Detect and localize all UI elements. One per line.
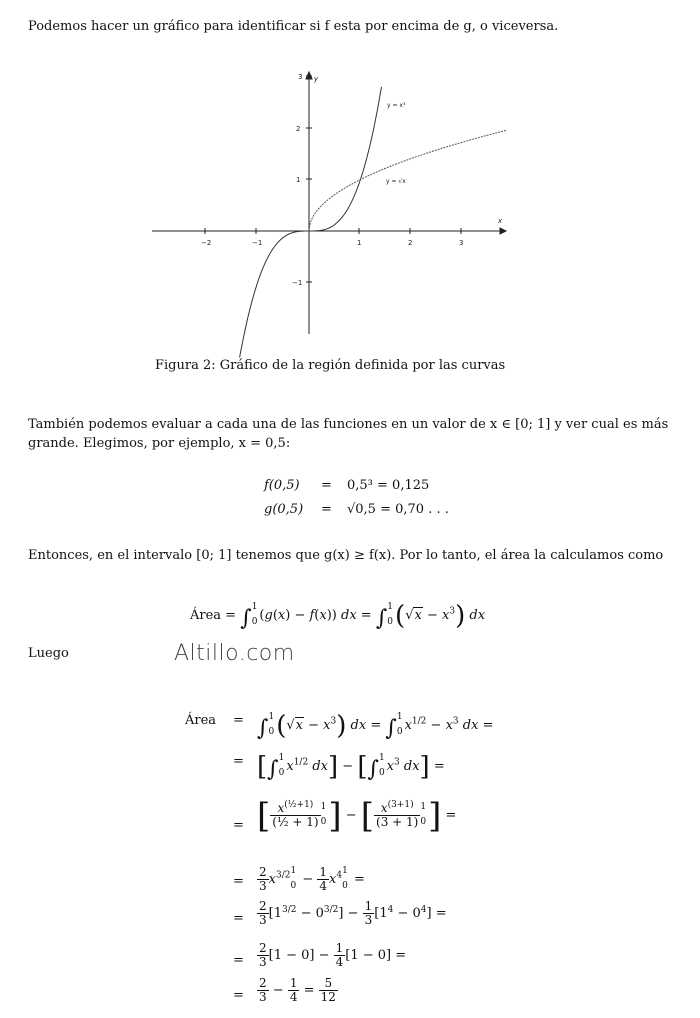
derivation-step: ∫ 1 0 $(√x - x^3)$ dx = ∫ 1 0 $x^{1/2} - x^3$ dx = [257, 710, 494, 741]
derivation-step: = [233, 754, 244, 769]
derivation-step: = [233, 911, 244, 926]
eval-f-rhs: 0,5³ = 0,125 [347, 478, 430, 493]
area-word: Área [190, 607, 222, 623]
paragraph-evaluate-line2: grande. Elegimos, por ejemplo, x = 0,5: [28, 436, 291, 451]
derivation-step: = [233, 988, 244, 1003]
intro-paragraph [28, 19, 558, 34]
sqrt-curve-label: y = √x [386, 178, 406, 185]
derivation-step: $\frac{2}{3}$ $[1^{3/2} - 0^{3/2}]$ − $\frac{1}{3}$ $[1^4 - 0^4]$ = [259, 899, 447, 928]
sqrt-curve [309, 130, 506, 231]
derivation-step: = [233, 953, 244, 968]
y-tick-label: 3 [298, 73, 303, 81]
derivation-step: = [233, 874, 244, 889]
x-tick-label: −1 [252, 239, 263, 247]
y-tick-label: −1 [292, 279, 303, 287]
derivation-step: [ $\frac{x^{(\frac{1}{2}+1)}}{\text{(½ + 1)}}$ 1 0 ] − [ $\frac{x^{(3+1)}}{(3 + 1)}$ 1 0 ] = [257, 795, 457, 836]
y-tick-label: 1 [296, 176, 301, 184]
x-axis-label: x [498, 217, 503, 225]
x-tick-label: −2 [201, 239, 212, 247]
derivation-final: $\frac{2}{3}$ − $\frac{1}{4}$ = $\frac{5}{12}$ [259, 976, 336, 1005]
figure-caption: Figura 2: Gráfico de la región definida por las curvas [155, 358, 506, 373]
watermark-logo: Altillo.com [174, 641, 295, 666]
area-integral-equation: Área = ∫ 1 0 (g(x) − f(x)) dx = ∫ 1 0 $(√x - x^3)$ dx [190, 600, 486, 631]
function-graph [0, 62, 700, 362]
derivation-step: = [233, 713, 244, 728]
eval-g-equals: = [321, 502, 332, 517]
eval-g-rhs: √0,5 = 0,70 . . . [347, 502, 449, 517]
y-tick-label: 2 [296, 125, 301, 133]
area-word: Área [185, 713, 217, 728]
paragraph-interval: Entonces, en el intervalo [0; 1] tenemos que g(x) ≥ f(x). Por lo tanto, el área la calculamos como [28, 548, 664, 563]
eval-f-lhs: f(0,5) [264, 478, 300, 493]
luego-text: Luego [28, 646, 69, 661]
derivation-step: $\frac{2}{3}$ $x^{3/2}$ 1 0 − $\frac{1}{4}$ $x^4$ 1 0 = [259, 864, 365, 893]
final-result: $\frac{5}{12}$ [320, 976, 336, 1005]
x-tick-label: 2 [408, 239, 413, 247]
eval-f-equals: = [321, 478, 332, 493]
derivation-line-1 [185, 713, 216, 728]
x-tick-label: 1 [357, 239, 362, 247]
cubic-curve-label: y = x³ [387, 102, 406, 109]
x-tick-label: 3 [459, 239, 464, 247]
cubic-curve [240, 87, 382, 358]
y-axis-label: y [314, 75, 319, 83]
intro-text: Podemos hacer un gráfico para identificar si f esta por encima de g, o viceversa. [28, 19, 559, 34]
derivation-step: $\frac{2}{3}$ [1 − 0] − $\frac{1}{4}$ [1 − 0] = [259, 941, 407, 970]
eval-g-lhs: g(0,5) [264, 502, 304, 517]
derivation-step: = [233, 818, 244, 833]
derivation-step: [∫ 1 0 $x^{1/2}$ dx] − [∫ 1 0 $x^3$ dx] = [257, 751, 445, 782]
paragraph-evaluate-line1: También podemos evaluar a cada una de las funciones en un valor de x ∈ [0; 1] y ver cual es más [28, 417, 669, 432]
